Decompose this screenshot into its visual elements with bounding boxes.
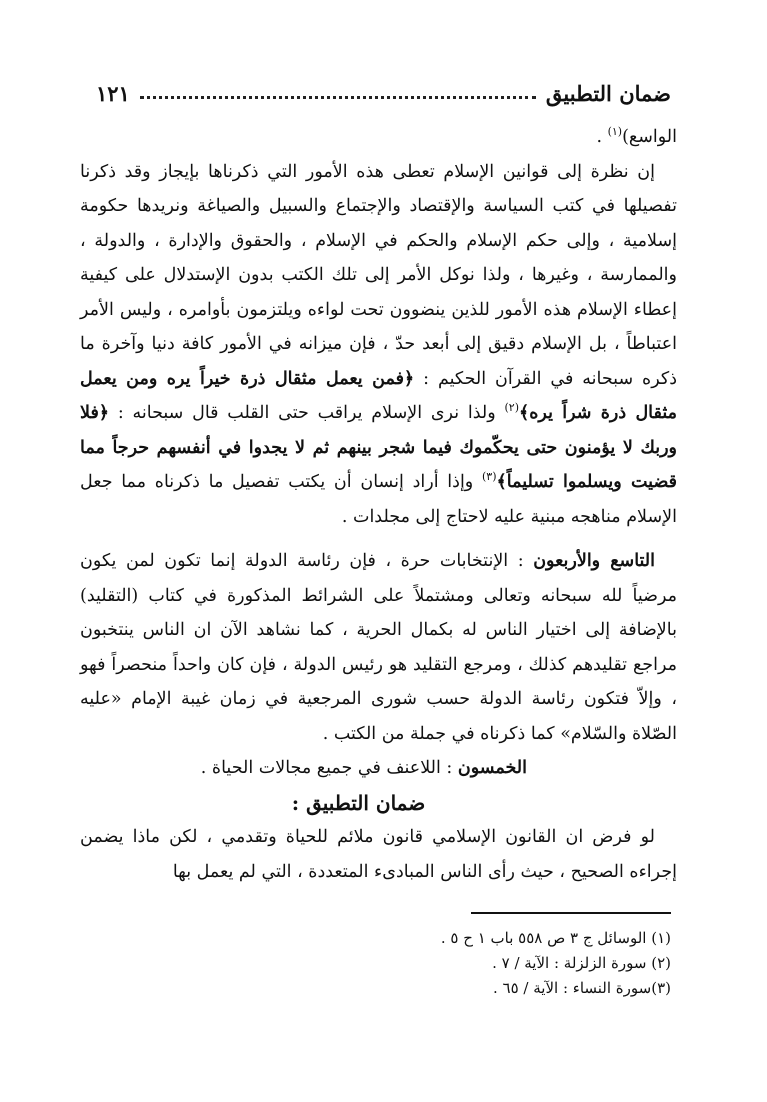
- leader-dots: [140, 96, 536, 99]
- footnotes: [200, 926, 671, 1001]
- footnote-1: (١) الوسائل ج ٣ ص ٥٥٨ باب ١ ح ٥ .: [440, 929, 671, 947]
- footnote-ref-1: (١): [607, 125, 623, 139]
- paragraph-fiftieth: الخمسون : اللاعنف في جميع مجالات الحياة .: [200, 758, 527, 778]
- footnote-ref-2: (٢): [504, 401, 519, 415]
- running-header: [96, 78, 671, 108]
- quran-quote-nisa: ﴿فلا وربك لا يؤمنون حتى يحكّموك فيما شجر بينهم ثم لا يجدوا في أنفسهم حرجاً مما قضيت ويسلموا تسليماً﴾: [80, 403, 677, 492]
- point-heading-50: الخمسون: [457, 758, 527, 778]
- paragraph-application: لو فرض ان القانون الإسلامي قانون ملائم للحياة وتقدمي ، لكن ماذا يضمن إجراءه الصحيح ، حيث رأى الناس المبادىء المتعددة ، التي لم يعمل بها: [80, 827, 677, 882]
- footnote-divider: [471, 912, 671, 914]
- quran-quote-zalzala: ﴿فمن يعمل مثقال ذرة خيراً يره ومن يعمل مثقال ذرة شراً يره﴾: [80, 368, 678, 423]
- footnote-ref-3: (٣): [481, 470, 497, 484]
- footnote-2: (٢) سورة الزلزلة : الآية / ٧ .: [492, 954, 671, 972]
- paragraph-islamic-laws: إن نظرة إلى قوانين الإسلام تعطى هذه الأمور التي ذكرناها بإيجاز وقد ذكرنا تفصيلها في كتب السياسة والإقتصاد والإجتماع والسبيل والصياغة ونريدها حكومة إسلامية ، وإلى حكم الإسلام والحكم في الإسلام ، والحقوق والإدارة ، والدولة ، والممارسة ، وغيرها ، ولذا نوكل الأمر إلى تلك الكتب بدون الإستدلال على كيفية إعطاء الإسلام هذه الأمور للذين ينضوون تحت لواءه ويلتزمون بأوامره ، وليس الأمر اعتباطاً ، بل الإسلام دقيق إلى أبعد حدّ ، فإن ميزانه في الأمور كافة دنيا وآخرة ما ذكره سبحانه في القرآن الحكيم : ﴿فمن يعمل مثقال ذرة خيراً يره ومن يعمل مثقال ذرة شراً يره﴾$^{(٢)}$ ولذا نرى الإسلام يراقب حتى القلب قال سبحانه : ﴿فلا وربك لا يؤمنون حتى يحكّموك فيما شجر بينهم ثم لا يجدوا في أنفسهم حرجاً مما قضيت ويسلموا تسليماً﴾$^{(٣)}$ وإذا أراد إنسان أن يكتب تفصيل ما ذكرناه مما جعل الإسلام مناهجه مبنية عليه لاحتاج إلى مجلدات .: [80, 161, 678, 527]
- paragraph-continuation: الواسع)$^{(١)}$ .: [596, 125, 677, 147]
- footnote-3: (٣)سورة النساء : الآية / ٦٥ .: [492, 979, 671, 997]
- point-heading-49: التاسع والأربعون: [533, 551, 656, 571]
- page-number: ١٢١: [96, 80, 130, 106]
- section-heading: ضمان التطبيق :: [291, 790, 426, 815]
- paragraph-forty-ninth: التاسع والأربعون : الإنتخابات حرة ، فإن رئاسة الدولة إنما تكون لمن يكون مرضياً لله سبحانه وتعالى ومشتملاً على الشرائط المذكورة في كتاب (التقليد) بالإضافة إلى اختيار الناس له بكمال الحرية ، كما نشاهد الآن ان الناس ينتخبون مراجع تقليدهم كذلك ، ومرجع التقليد هو رئيس الدولة ، فإن كان واحداً منحصراً فهو ، وإلاّ فتكون رئاسة الدولة حسب شورى المرجعية في زمان غيبة الإمام «عليه الصّلاة والسّلام» كما ذكرناه في جملة من الكتب .: [80, 551, 677, 744]
- page-body: [80, 120, 677, 889]
- running-title: ضمان التطبيق: [545, 80, 671, 106]
